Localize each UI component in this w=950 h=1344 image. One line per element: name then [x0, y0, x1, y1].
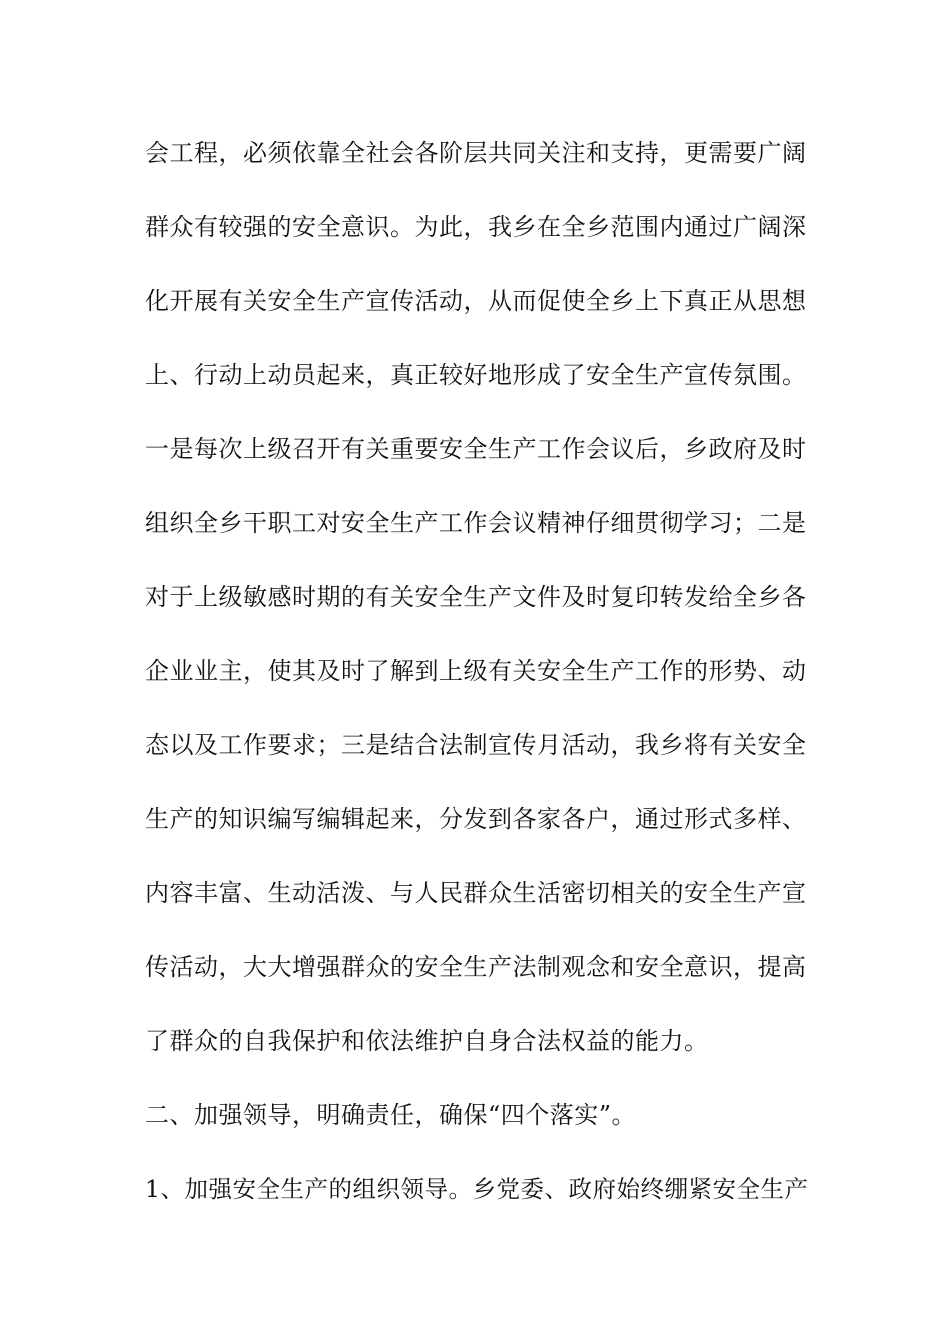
text-line: 会工程，必须依靠全社会各阶层共同关注和支持，更需要广阔: [145, 139, 807, 167]
section-heading: 二、加强领导，明确责任，确保“四个落实”。: [145, 1101, 637, 1129]
text-line: 对于上级敏感时期的有关安全生产文件及时复印转发给全乡各: [145, 583, 807, 611]
text-line: 内容丰富、生动活泼、与人民群众生活密切相关的安全生产宣: [145, 879, 807, 907]
text-line: 了群众的自我保护和依法维护自身合法权益的能力。: [145, 1027, 709, 1055]
text-line: 企业业主，使其及时了解到上级有关安全生产工作的形势、动: [145, 657, 807, 685]
text-line: 化开展有关安全生产宣传活动，从而促使全乡上下真正从思想: [145, 287, 807, 315]
text-line: 组织全乡干职工对安全生产工作会议精神仔细贯彻学习；二是: [145, 509, 807, 537]
text-line: 一是每次上级召开有关重要安全生产工作会议后，乡政府及时: [145, 435, 807, 463]
text-line: 生产的知识编写编辑起来，分发到各家各户，通过形式多样、: [145, 805, 807, 833]
text-line: 上、行动上动员起来，真正较好地形成了安全生产宣传氛围。: [145, 361, 807, 389]
text-line: 传活动，大大增强群众的安全生产法制观念和安全意识，提高: [145, 953, 807, 981]
text-line: 群众有较强的安全意识。为此，我乡在全乡范围内通过广阔深: [145, 213, 807, 241]
text-line: 1、加强安全生产的组织领导。乡党委、政府始终绷紧安全生产: [145, 1175, 809, 1203]
text-line: 态以及工作要求；三是结合法制宣传月活动，我乡将有关安全: [145, 731, 807, 759]
